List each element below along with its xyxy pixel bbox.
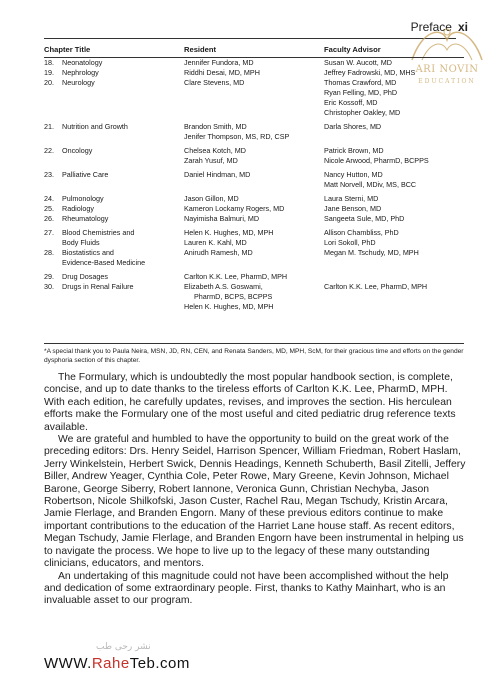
resident-name: Jason Gillon, MD bbox=[184, 194, 239, 203]
table-row bbox=[44, 142, 464, 166]
paragraph-formulary: The Formulary, which is undoubtedly the most popular handbook section, is complete, concise, and up to date thanks to the tireless efforts of Carlton K.K. Lee, PharmD, MPH. With each edition, he carefully updates, revises, and improves the section. His herculean efforts make the Formulary one of the most useful and cited pediatric drug reference texts available. bbox=[44, 372, 456, 433]
chapter-number: 19. bbox=[44, 68, 54, 77]
chapter-title: Oncology bbox=[62, 146, 93, 155]
advisor-name-cell bbox=[324, 214, 464, 224]
resident-name: Brandon Smith, MD bbox=[184, 122, 247, 131]
chapter-title: Blood Chemistries and bbox=[62, 228, 135, 237]
table-row bbox=[44, 248, 464, 268]
resident-name-cell bbox=[184, 142, 324, 166]
table-row bbox=[44, 282, 464, 312]
chapter-number: 27. bbox=[44, 228, 54, 237]
chapter-title-cell bbox=[62, 142, 184, 166]
header-rule bbox=[44, 38, 456, 39]
chapter-number: 23. bbox=[44, 170, 54, 179]
advisor-name-cell bbox=[324, 204, 464, 214]
chapter-title: Biostatistics and bbox=[62, 248, 114, 257]
advisor-name-cell bbox=[324, 166, 464, 190]
chapter-title: Pulmonology bbox=[62, 194, 104, 203]
table-row bbox=[44, 190, 464, 204]
advisor-name: Jeffrey Fadrowski, MD, MHS bbox=[324, 68, 416, 77]
chapter-title-cell bbox=[62, 68, 184, 78]
resident-name-cell bbox=[184, 268, 324, 282]
advisor-name-cell bbox=[324, 68, 464, 78]
chapter-title: Palliative Care bbox=[62, 170, 109, 179]
contributors-table bbox=[44, 42, 464, 312]
advisor-name: Christopher Oakley, MD bbox=[324, 108, 401, 117]
chapter-number: 25. bbox=[44, 204, 54, 213]
col-resident: Resident bbox=[184, 42, 324, 58]
table-row bbox=[44, 204, 464, 214]
advisor-name-cell bbox=[324, 282, 464, 312]
chapter-title: Neonatology bbox=[62, 58, 103, 67]
url-rest: Teb.com bbox=[129, 655, 190, 672]
resident-name-cell bbox=[184, 214, 324, 224]
chapter-title: Evidence-Based Medicine bbox=[62, 258, 146, 267]
body-text bbox=[44, 372, 468, 608]
table-body bbox=[44, 58, 464, 313]
chapter-title: Nephrology bbox=[62, 68, 99, 77]
advisor-name-cell bbox=[324, 58, 464, 69]
advisor-name: Eric Kossoff, MD bbox=[324, 98, 378, 107]
resident-name-cell bbox=[184, 224, 324, 248]
table-header-row bbox=[44, 42, 464, 58]
advisor-name: Jane Benson, MD bbox=[324, 204, 382, 213]
resident-name: Elizabeth A.S. Goswami, bbox=[184, 282, 263, 291]
advisor-name-cell bbox=[324, 248, 464, 268]
advisor-name: Patrick Brown, MD bbox=[324, 146, 384, 155]
chapter-number: 26. bbox=[44, 214, 54, 223]
resident-name-cell bbox=[184, 58, 324, 69]
chapter-title-cell bbox=[62, 190, 184, 204]
advisor-name-cell bbox=[324, 78, 464, 118]
section-title: Preface bbox=[410, 20, 452, 34]
chapter-number: 30. bbox=[44, 282, 54, 291]
advisor-name: Nicole Arwood, PharmD, BCPPS bbox=[324, 156, 429, 165]
paragraph-thanks: An undertaking of this magnitude could not have been accomplished without the help and dedication of some extraordinary people. First, thanks to Kathy Mainhart, who is an invaluable asset to our program. bbox=[44, 570, 449, 607]
advisor-name: Nancy Hutton, MD bbox=[324, 170, 383, 179]
advisor-name: Carlton K.K. Lee, PharmD, MPH bbox=[324, 282, 428, 291]
resident-name-cell bbox=[184, 282, 324, 312]
chapter-title: Radiology bbox=[62, 204, 94, 213]
table-row bbox=[44, 166, 464, 190]
chapter-title-cell bbox=[62, 118, 184, 142]
chapter-title: Body Fluids bbox=[62, 238, 100, 247]
page-number: xi bbox=[457, 20, 468, 34]
chapter-number: 20. bbox=[44, 78, 54, 87]
chapter-title-cell bbox=[62, 248, 184, 268]
url-red: Rahe bbox=[91, 655, 130, 672]
table-row bbox=[44, 58, 464, 69]
chapter-title-cell bbox=[62, 282, 184, 312]
resident-name-cell bbox=[184, 78, 324, 118]
resident-name: Kameron Lockamy Rogers, MD bbox=[184, 204, 285, 213]
resident-name: Chelsea Kotch, MD bbox=[184, 146, 246, 155]
chapter-title: Neurology bbox=[62, 78, 95, 87]
resident-name-cell bbox=[184, 248, 324, 268]
table-row bbox=[44, 214, 464, 224]
bottom-watermark bbox=[0, 642, 500, 700]
table-row bbox=[44, 118, 464, 142]
footnote: *A special thank you to Paula Neira, MSN, JD, RN, CEN, and Renata Sanders, MD, MPH, ScM, for their gracious time and efforts on the gender dysphoria section of this chapter. bbox=[44, 348, 464, 364]
table-row bbox=[44, 68, 464, 78]
resident-name-cell bbox=[184, 190, 324, 204]
chapter-title: Rheumatology bbox=[62, 214, 109, 223]
resident-name: PharmD, BCPS, BCPPS bbox=[194, 292, 273, 301]
resident-name: Clare Stevens, MD bbox=[184, 78, 245, 87]
advisor-name-cell bbox=[324, 224, 464, 248]
resident-name-cell bbox=[184, 118, 324, 142]
chapter-number: 21. bbox=[44, 122, 54, 131]
resident-name: Helen K. Hughes, MD, MPH bbox=[184, 228, 274, 237]
farsi-watermark: نشر رحی طب bbox=[96, 642, 151, 652]
resident-name: Helen K. Hughes, MD, MPH bbox=[184, 302, 274, 311]
chapter-title: Drug Dosages bbox=[62, 272, 108, 281]
chapter-title-cell bbox=[62, 78, 184, 118]
advisor-name: Allison Chambliss, PhD bbox=[324, 228, 399, 237]
advisor-name-cell bbox=[324, 118, 464, 142]
chapter-number: 22. bbox=[44, 146, 54, 155]
advisor-name: Ryan Felling, MD, PhD bbox=[324, 88, 398, 97]
chapter-number: 18. bbox=[44, 58, 54, 67]
advisor-name: Laura Sterni, MD bbox=[324, 194, 379, 203]
advisor-name: Sangeeta Sule, MD, PhD bbox=[324, 214, 405, 223]
col-faculty-advisor: Faculty Advisor bbox=[324, 42, 464, 58]
chapter-number: 29. bbox=[44, 272, 54, 281]
resident-name: Lauren K. Kahl, MD bbox=[184, 238, 247, 247]
advisor-name: Matt Norvell, MDiv, MS, BCC bbox=[324, 180, 417, 189]
logo-brand-text: ARI NOVIN bbox=[415, 64, 479, 75]
advisor-name: Megan M. Tschudy, MD, MPH bbox=[324, 248, 419, 257]
resident-name: Zarah Yusuf, MD bbox=[184, 156, 238, 165]
chapter-number: 28. bbox=[44, 248, 54, 257]
resident-name: Riddhi Desai, MD, MPH bbox=[184, 68, 260, 77]
table-row bbox=[44, 224, 464, 248]
resident-name: Jenifer Thompson, MS, RD, CSP bbox=[184, 132, 290, 141]
logo-sub-text: EDUCATION bbox=[418, 78, 476, 85]
resident-name-cell bbox=[184, 166, 324, 190]
advisor-name-cell bbox=[324, 142, 464, 166]
watermark-url bbox=[44, 655, 190, 672]
advisor-name: Lori Sokoll, PhD bbox=[324, 238, 376, 247]
resident-name: Carlton K.K. Lee, PharmD, MPH bbox=[184, 272, 288, 281]
chapter-title-cell bbox=[62, 214, 184, 224]
chapter-number: 24. bbox=[44, 194, 54, 203]
advisor-name: Darla Shores, MD bbox=[324, 122, 382, 131]
chapter-title: Nutrition and Growth bbox=[62, 122, 128, 131]
advisor-name-cell bbox=[324, 268, 464, 282]
chapter-title-cell bbox=[62, 268, 184, 282]
advisor-name: Susan W. Aucott, MD bbox=[324, 58, 392, 67]
chapter-title-cell bbox=[62, 224, 184, 248]
paragraph-editors: We are grateful and humbled to have the opportunity to build on the great work of the preceding editors: Drs. Henry Seidel, Harrison Spencer, William Friedman, Robert Haslam, Jerry Winkelstein, Herbert Swick, Dennis Headings, Kenneth Schuberth, Basil Zitelli, Jeffery Biller, Andrew Yeager, Cynthia Cole, Peter Rowe, Mary Greene, Kevin Johnson, Michael Barone, George Siberry, Robert Iannone, Veronica Gunn, Christian Nechyba, Jason Robertson, Nicole Shilkofski, Jason Custer, Rachel Rau, Megan Tschudy, Kristin Arcara, Jamie Flerlage, and Branden Engorn. Many of these previous editors continue to make important contributions to the education of the Harriet Lane house staff. As recent editors, Megan Tschudy, Jamie Flerlage, and Branden Engorn have been instrumental in helping us to navigate the process. We hope to live up to the legacy of these many outstanding clinicians, educators, and mentors. bbox=[44, 434, 466, 570]
advisor-name: Thomas Crawford, MD bbox=[324, 78, 397, 87]
url-prefix: WWW. bbox=[44, 655, 92, 672]
col-chapter-title: Chapter Title bbox=[44, 42, 184, 58]
resident-name: Anirudh Ramesh, MD bbox=[184, 248, 253, 257]
advisor-name-cell bbox=[324, 190, 464, 204]
chapter-title: Drugs in Renal Failure bbox=[62, 282, 134, 291]
table-bottom-rule bbox=[44, 343, 464, 344]
table-row bbox=[44, 78, 464, 118]
chapter-title-cell bbox=[62, 166, 184, 190]
resident-name: Nayimisha Balmuri, MD bbox=[184, 214, 260, 223]
chapter-title-cell bbox=[62, 204, 184, 214]
resident-name: Jennifer Fundora, MD bbox=[184, 58, 254, 67]
table-row bbox=[44, 268, 464, 282]
resident-name-cell bbox=[184, 68, 324, 78]
resident-name: Daniel Hindman, MD bbox=[184, 170, 251, 179]
chapter-title-cell bbox=[62, 58, 184, 69]
resident-name-cell bbox=[184, 204, 324, 214]
